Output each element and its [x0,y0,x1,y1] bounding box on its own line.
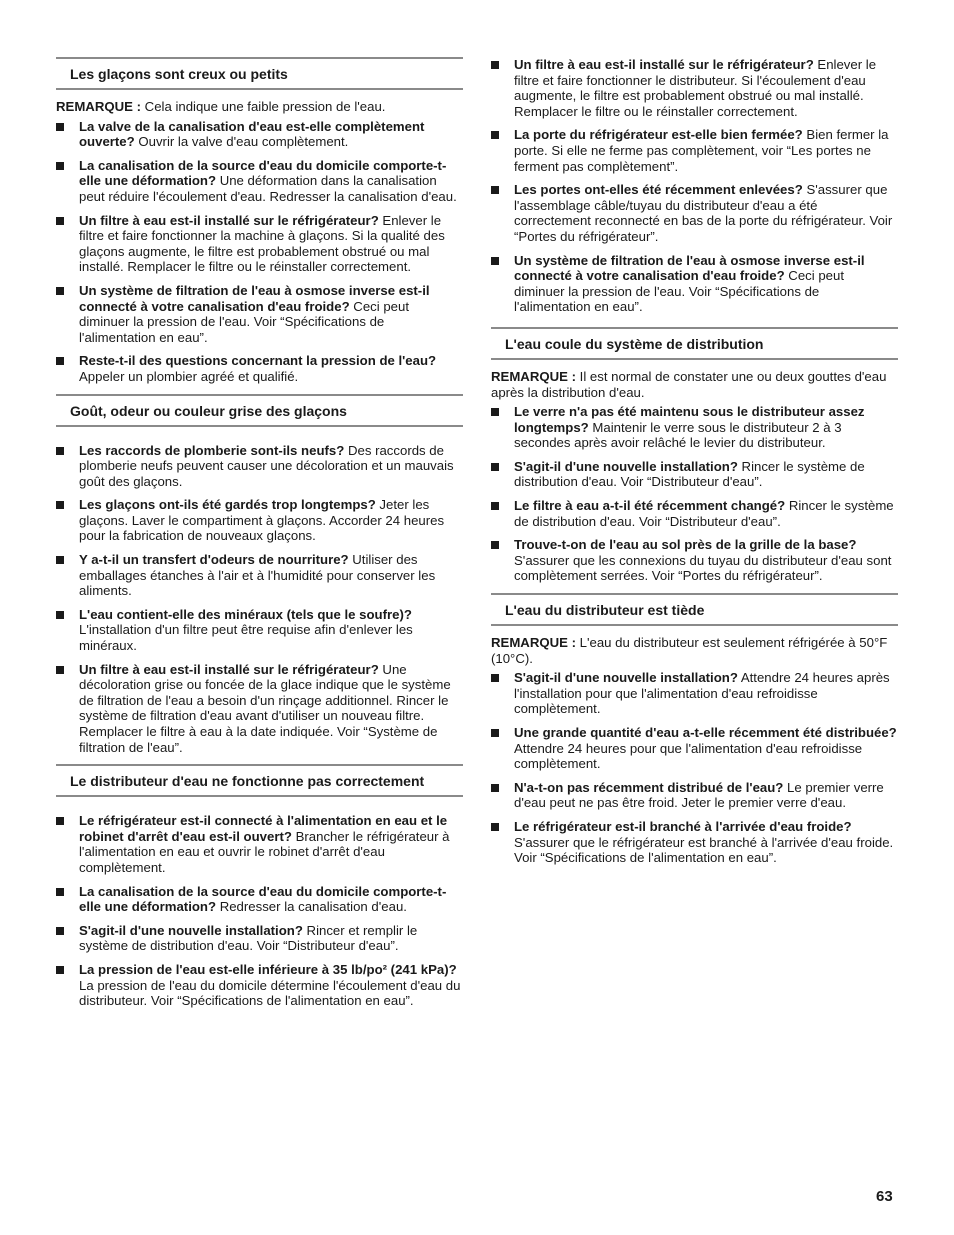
item-list [491,670,898,866]
item-question: Reste-t-il des questions concernant la pression de l'eau? [79,353,437,369]
note [56,99,463,115]
right-column [491,57,898,875]
item-question: Y a-t-il un transfert d'odeurs de nourriture? [79,552,349,568]
bullet-square-icon [56,357,64,365]
item-question: L'eau contient-elle des minéraux (tels que le soufre)? [79,606,412,622]
item-answer: Appeler un plombier agréé et qualifié. [79,368,299,384]
item-question: La pression de l'eau est-elle inférieure à 35 lb/po² (241 kPa)? [79,961,457,977]
bullet-square-icon [56,611,64,619]
note [491,635,898,666]
item-question: Les portes ont-elles été récemment enlevées? [514,182,803,198]
item-question: La canalisation de la source d'eau du domicile comporte-t-elle une déformation? [79,883,447,915]
item-answer: Des raccords de plomberie neufs peuvent causer une décoloration et un mauvais goût des glaçons. [79,442,454,489]
item-question: Les glaçons ont-ils été gardés trop longtemps? [79,497,376,513]
item-question: La canalisation de la source d'eau du domicile comporte-t-elle une déformation? [79,157,447,189]
item-question: S'agit-il d'une nouvelle installation? [514,458,738,474]
note-text: Il est normal de constater une ou deux gouttes d'eau après la distribution d'eau. [491,368,887,400]
bullet-square-icon [56,556,64,564]
item-question: La porte du réfrigérateur est-elle bien fermée? [514,127,803,143]
item-answer: Rincer et remplir le système de distribution d'eau. Voir “Distributeur d'eau”. [79,922,418,954]
bullet-square-icon [491,674,499,682]
bullet-square-icon [56,927,64,935]
item-answer: Attendre 24 heures après l'installation pour que l'alimentation d'eau refroidisse complètement. [514,670,890,717]
item-question: S'agit-il d'une nouvelle installation? [514,670,738,686]
list-item [491,127,898,174]
item-answer: Jeter les glaçons. Laver le compartiment à glaçons. Accorder 24 heures pour la fabrication de nouveaux glaçons. [79,497,445,544]
list-item [56,662,463,756]
bullet-square-icon [491,541,499,549]
item-question: Un système de filtration de l'eau à osmose inverse est-il connecté à votre canalisation d'eau froide? [514,252,865,284]
section-heading: Le distributeur d'eau ne fonctionne pas correctement [56,764,463,797]
list-item [56,213,463,275]
item-question: Trouve-t-on de l'eau au sol près de la grille de la base? [514,537,857,553]
note [491,369,898,400]
item-answer: La pression de l'eau du domicile détermine l'écoulement d'eau du distributeur. Voir “Spécifications de l'alimentation en eau”. [79,977,461,1009]
bullet-square-icon [56,287,64,295]
item-question: Le réfrigérateur est-il connecté à l'alimentation en eau et le robinet d'arrêt d'eau est-il ouvert? [79,813,448,844]
item-answer: Bien fermer la porte. Si elle ne ferme pas complètement, voir “Les portes ne ferment pas complètement”. [514,127,889,174]
list-item [491,780,898,811]
section-heading: L'eau du distributeur est tiède [491,593,898,626]
list-item [491,498,898,529]
item-question: Les raccords de plomberie sont-ils neufs? [79,442,345,458]
bullet-square-icon [491,61,499,69]
item-list [56,443,463,756]
section-heading: Les glaçons sont creux ou petits [56,57,463,90]
item-question: S'agit-il d'une nouvelle installation? [79,922,303,938]
list-item [491,670,898,717]
list-item [491,182,898,244]
bullet-square-icon [491,463,499,471]
bullet-square-icon [56,501,64,509]
item-list [56,119,463,385]
item-answer: Enlever le filtre et faire fonctionner la machine à glaçons. Si la qualité des glaçons augmente, le filtre est probablement obstrué ou mal installé. Remplacer le filtre ou le réinstaller correctement. [79,212,445,275]
page-number: 63 [876,1188,893,1205]
item-answer: Attendre 24 heures pour que l'alimentation d'eau refroidisse complètement. [514,740,863,772]
item-question: La valve de la canalisation d'eau est-elle complètement ouverte? [79,118,425,150]
item-answer: S'assurer que l'assemblage câble/tuyau du distributeur d'eau a été correctement reconnecté en bas de la porte du réfrigérateur. Voir “Portes du réfrigérateur”. [514,182,893,244]
item-answer: Rincer le système de distribution d'eau. Voir “Distributeur d'eau”. [514,458,865,490]
item-question: Le filtre à eau a-t-il été récemment changé? [514,498,786,514]
section-dispenser-not-working [56,764,463,1009]
bullet-square-icon [56,666,64,674]
list-item [491,253,898,315]
item-question: Un filtre à eau est-il installé sur le réfrigérateur? [79,661,379,677]
list-item [56,884,463,915]
item-answer: Une décoloration grise ou foncée de la glace indique que le système de filtration de l'eau a besoin d'un rinçage additionnel. Rincer le système de filtration d'eau avant d'utiliser un nouveau filtre. Remplacer le filtre à eau à la date indiquée. Voir “Système de filtration de l'eau”. [79,661,451,755]
bullet-square-icon [491,502,499,510]
item-answer: Une déformation dans la canalisation peut réduire l'écoulement d'eau. Redresser la canalisation d'eau. [79,173,457,204]
note-label: REMARQUE : [491,368,576,384]
item-list [56,813,463,1009]
item-answer: Rincer le système de distribution d'eau. Voir “Distributeur d'eau”. [514,498,894,529]
list-item [56,552,463,599]
bullet-square-icon [491,186,499,194]
list-item [56,283,463,345]
bullet-square-icon [491,729,499,737]
section-water-leaks [491,327,898,584]
item-question: N'a-t-on pas récemment distribué de l'eau? [514,779,784,795]
bullet-square-icon [56,217,64,225]
list-item [56,119,463,150]
list-item [56,158,463,205]
section-heading: Goût, odeur ou couleur grise des glaçons [56,394,463,427]
item-question: Un filtre à eau est-il installé sur le réfrigérateur? [79,212,379,228]
item-question: Un système de filtration de l'eau à osmose inverse est-il connecté à votre canalisation d'eau froide? [79,282,430,314]
item-answer: S'assurer que le réfrigérateur est branché à l'arrivée d'eau froide. Voir “Spécifications de l'alimentation en eau”. [514,834,894,866]
item-answer: Le premier verre d'eau peut ne pas être froid. Jeter le premier verre d'eau. [514,779,884,811]
bullet-square-icon [491,257,499,265]
list-item [491,537,898,584]
continued-item-list [491,57,898,315]
bullet-square-icon [56,888,64,896]
bullet-square-icon [56,817,64,825]
list-item [56,443,463,490]
item-question: Le réfrigérateur est-il branché à l'arrivée d'eau froide? [514,818,852,834]
list-item [491,459,898,490]
item-list [491,404,898,584]
bullet-square-icon [491,823,499,831]
note-text: Cela indique une faible pression de l'eau. [141,99,386,114]
item-question: Un filtre à eau est-il installé sur le réfrigérateur? [514,57,814,72]
bullet-square-icon [56,123,64,131]
item-answer: Utiliser des emballages étanches à l'air et à l'humidité pour conserver les aliments. [79,552,436,599]
section-heading: L'eau coule du système de distribution [491,327,898,360]
item-answer: Enlever le filtre et faire fonctionner le distributeur. Si l'écoulement d'eau augmente, le filtre est probablement obstrué ou mal installé. Remplacer le filtre ou le réinstaller correctement. [514,57,877,119]
list-item [491,57,898,119]
list-item [56,607,463,654]
note-label: REMARQUE : [56,99,141,114]
section-hollow-ice [56,57,463,385]
list-item [491,725,898,772]
item-answer: L'installation d'un filtre peut être requise afin d'enlever les minéraux. [79,622,413,654]
bullet-square-icon [491,408,499,416]
list-item [56,962,463,1009]
item-answer: Ouvrir la valve d'eau complètement. [134,134,349,150]
item-answer: Ceci peut diminuer la pression de l'eau. Voir “Spécifications de l'alimentation en eau”. [79,298,410,345]
bullet-square-icon [56,162,64,170]
item-question: Le verre n'a pas été maintenu sous le distributeur assez longtemps? [514,404,865,435]
note-text: L'eau du distributeur est seulement réfrigérée à 50°F (10°C). [491,635,888,666]
note-label: REMARQUE : [491,635,576,651]
list-item [56,353,463,384]
list-item [491,404,898,451]
item-question: Une grande quantité d'eau a-t-elle récemment été distribuée? [514,725,897,740]
bullet-square-icon [56,966,64,974]
item-answer: S'assurer que les connexions du tuyau du distributeur d'eau sont complètement serrées. Voir “Portes du réfrigérateur”. [514,552,892,584]
item-answer: Ceci peut diminuer la pression de l'eau. Voir “Spécifications de l'alimentation en eau”. [514,268,845,315]
list-item [56,813,463,875]
list-item [56,497,463,544]
item-answer: Brancher le réfrigérateur à l'alimentation en eau et ouvrir le robinet d'arrêt d'eau complètement. [79,828,450,875]
item-answer: Redresser la canalisation d'eau. [216,899,407,915]
item-answer: Maintenir le verre sous le distributeur 2 à 3 secondes après avoir relâché le levier du distributeur. [514,419,842,451]
bullet-square-icon [491,131,499,139]
list-item [491,819,898,866]
left-column [56,57,463,1018]
section-warm-water [491,593,898,866]
list-item [56,923,463,954]
bullet-square-icon [56,447,64,455]
bullet-square-icon [491,784,499,792]
section-taste-odor [56,394,463,756]
